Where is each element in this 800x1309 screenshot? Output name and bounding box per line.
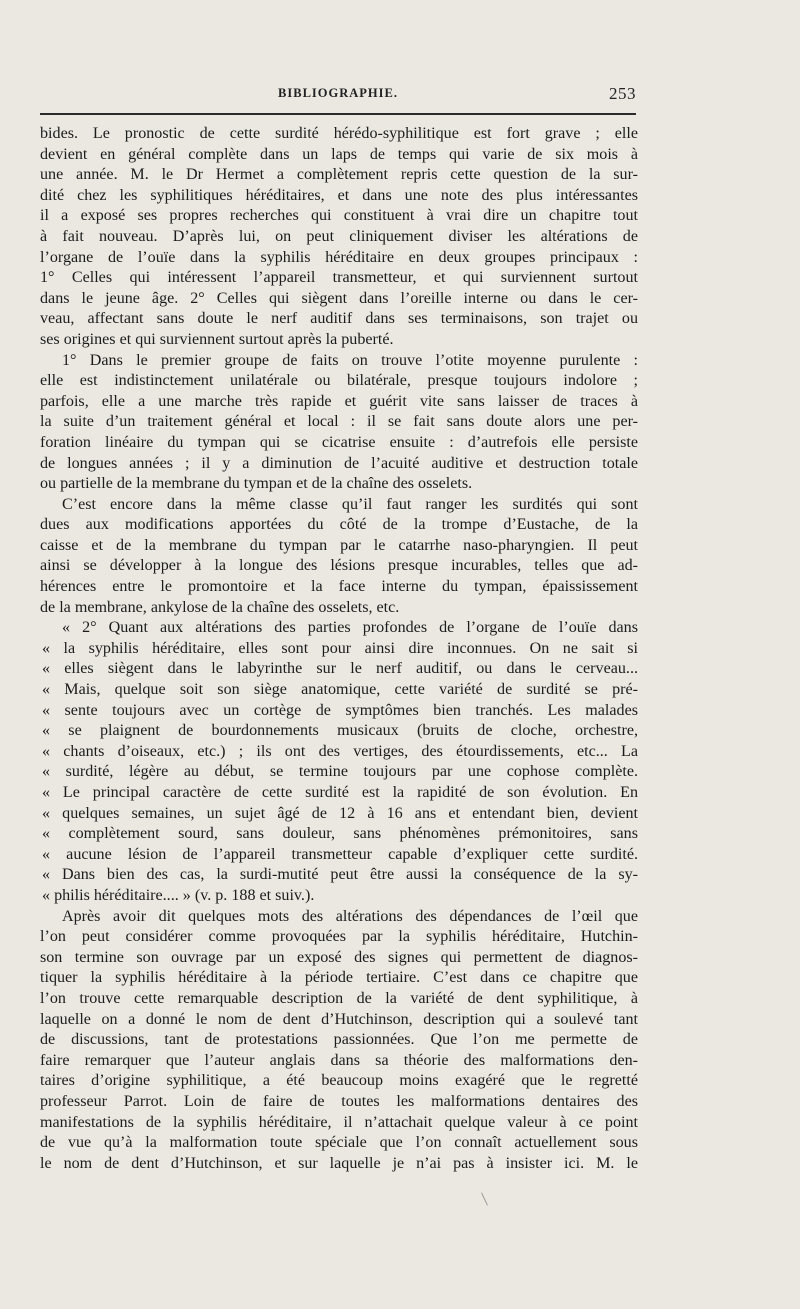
text-line: il a exposé ses propres recherches qui constituent à vrai dire un chapitre tout [40, 207, 638, 225]
text-line: tiquer la syphilis héréditaire à la période tertiaire. C’est dans ce chapitre que [40, 969, 638, 987]
text-line: de longues années ; il y a diminution de l’acuité auditive et destruction totale [40, 454, 638, 472]
text-line: elle est indistinctement unilatérale ou bilatérale, presque toujours indolore ; [40, 372, 638, 390]
text-line: l’organe de l’ouïe dans la syphilis héréditaire en deux groupes principaux : [40, 248, 638, 266]
text-line: « philis héréditaire.... » (v. p. 188 et suiv.). [42, 886, 315, 904]
text-line: l’on peut considérer comme provoquées par la syphilis héréditaire, Hutchin- [40, 928, 638, 946]
text-line: « chants d’oiseaux, etc.) ; ils ont des vertiges, des étourdissements, etc... La [42, 742, 638, 760]
text-line: « complètement sourd, sans douleur, sans phénomènes prémonitoires, sans [42, 825, 638, 843]
text-line: dues aux modifications apportées du côté de la trompe d’Eustache, de la [40, 516, 638, 534]
text-line: parfois, elle a une marche très rapide et guérit vite sans laisser de traces à [40, 392, 638, 410]
text-line: « aucune lésion de l’appareil transmetteur capable d’expliquer cette surdité. [42, 845, 638, 863]
text-line: ses origines et qui surviennent surtout après la puberté. [40, 330, 394, 348]
text-line: Après avoir dit quelques mots des altérations des dépendances de l’œil que [62, 907, 638, 925]
running-title: BIBLIOGRAPHIE. [278, 86, 398, 100]
body-text [40, 124, 638, 1174]
text-line: « la syphilis héréditaire, elles sont pour ainsi dire inconnues. On ne sait si [42, 639, 638, 657]
text-line: caisse et de la membrane du tympan par le catarrhe naso-pharyngien. Il peut [40, 536, 638, 554]
text-line: dité chez les syphilitiques héréditaires, et dans une note des plus intéressantes [40, 186, 638, 204]
text-line: « sente toujours avec un cortège de symptômes bien tranchés. Les malades [42, 701, 638, 719]
stray-pen-mark [481, 1192, 488, 1205]
text-line: de la membrane, ankylose de la chaîne des osselets, etc. [40, 598, 400, 616]
text-line: la suite d’un traitement général et local : il se fait sans doute alors une per- [40, 413, 638, 431]
text-line: « Le principal caractère de cette surdité est la rapidité de son évolution. En [42, 784, 638, 801]
text-line: ainsi se développer à la longue des lésions presque incurables, telles que ad- [40, 557, 638, 575]
page-number: 253 [609, 84, 636, 103]
text-line: « quelques semaines, un sujet âgé de 12 à 16 ans et entendant bien, devient [42, 804, 638, 822]
text-line: devient en général complète dans un laps de temps qui varie de six mois à [40, 145, 638, 163]
text-line: faire remarquer que l’auteur anglais dans sa théorie des malformations den- [40, 1051, 638, 1069]
text-line: « surdité, légère au début, se termine toujours par une cophose complète. [42, 763, 638, 781]
text-line: laquelle on a donné le nom de dent d’Hutchinson, description qui a soulevé tant [40, 1010, 638, 1028]
text-line: l’on trouve cette remarquable description de la variété de dent syphilitique, à [40, 989, 638, 1007]
header-rule [40, 113, 636, 115]
text-line: à fait nouveau. D’après lui, on peut cliniquement diviser les altérations de [40, 227, 638, 245]
text-line: de discussions, tant de protestations passionnées. Que l’on me permette de [40, 1031, 638, 1049]
text-line: son termine son ouvrage par un exposé des signes qui permettent de diagnos- [40, 948, 638, 966]
text-line: « elles siègent dans le labyrinthe sur le nerf auditif, ou dans le cerveau... [42, 660, 638, 678]
text-line: 1° Celles qui intéressent l’appareil transmetteur, et qui surviennent surtout [40, 269, 638, 287]
text-line: le nom de dent d’Hutchinson, et sur laquelle je n’ai pas à insister ici. M. le [40, 1154, 638, 1172]
text-line: de vue qu’à la malformation toute spéciale que l’on connaît actuellement sous [40, 1134, 638, 1152]
text-line: taires d’origine syphilitique, a été beaucoup moins exagéré que le regretté [40, 1072, 638, 1090]
text-line: hérences entre le promontoire et la face interne du tympan, épaississement [40, 578, 638, 596]
text-line: « se plaignent de bourdonnements musicaux (bruits de cloche, orchestre, [42, 722, 638, 740]
text-line: « 2° Quant aux altérations des parties profondes de l’organe de l’ouïe dans [62, 619, 638, 637]
text-line: dans le jeune âge. 2° Celles qui siègent dans l’oreille interne ou dans le cer- [40, 289, 638, 307]
text-line: C’est encore dans la même classe qu’il faut ranger les surdités qui sont [62, 495, 638, 513]
text-line: « Dans bien des cas, la surdi-mutité peut être aussi la conséquence de la sy- [42, 866, 638, 884]
text-line: professeur Parrot. Loin de faire de toutes les malformations dentaires des [40, 1092, 638, 1110]
running-head [40, 84, 636, 104]
text-line: bides. Le pronostic de cette surdité hérédo-syphilitique est fort grave ; elle [40, 125, 638, 142]
text-line: une année. M. le Dr Hermet a complètement repris cette question de la sur- [40, 166, 638, 184]
text-line: foration linéaire du tympan qui se cicatrise ensuite : d’autrefois elle persiste [40, 433, 638, 451]
text-line: 1° Dans le premier groupe de faits on trouve l’otite moyenne purulente : [62, 351, 638, 369]
text-line: manifestations de la syphilis héréditaire, il n’attachait quelque valeur à ce point [40, 1113, 638, 1131]
text-line: « Mais, quelque soit son siège anatomique, cette variété de surdité se pré- [42, 681, 638, 699]
text-line: ou partielle de la membrane du tympan et de la chaîne des osselets. [40, 475, 473, 493]
text-line: veau, affectant sans doute le nerf auditif dans ses terminaisons, son trajet ou [40, 310, 638, 328]
